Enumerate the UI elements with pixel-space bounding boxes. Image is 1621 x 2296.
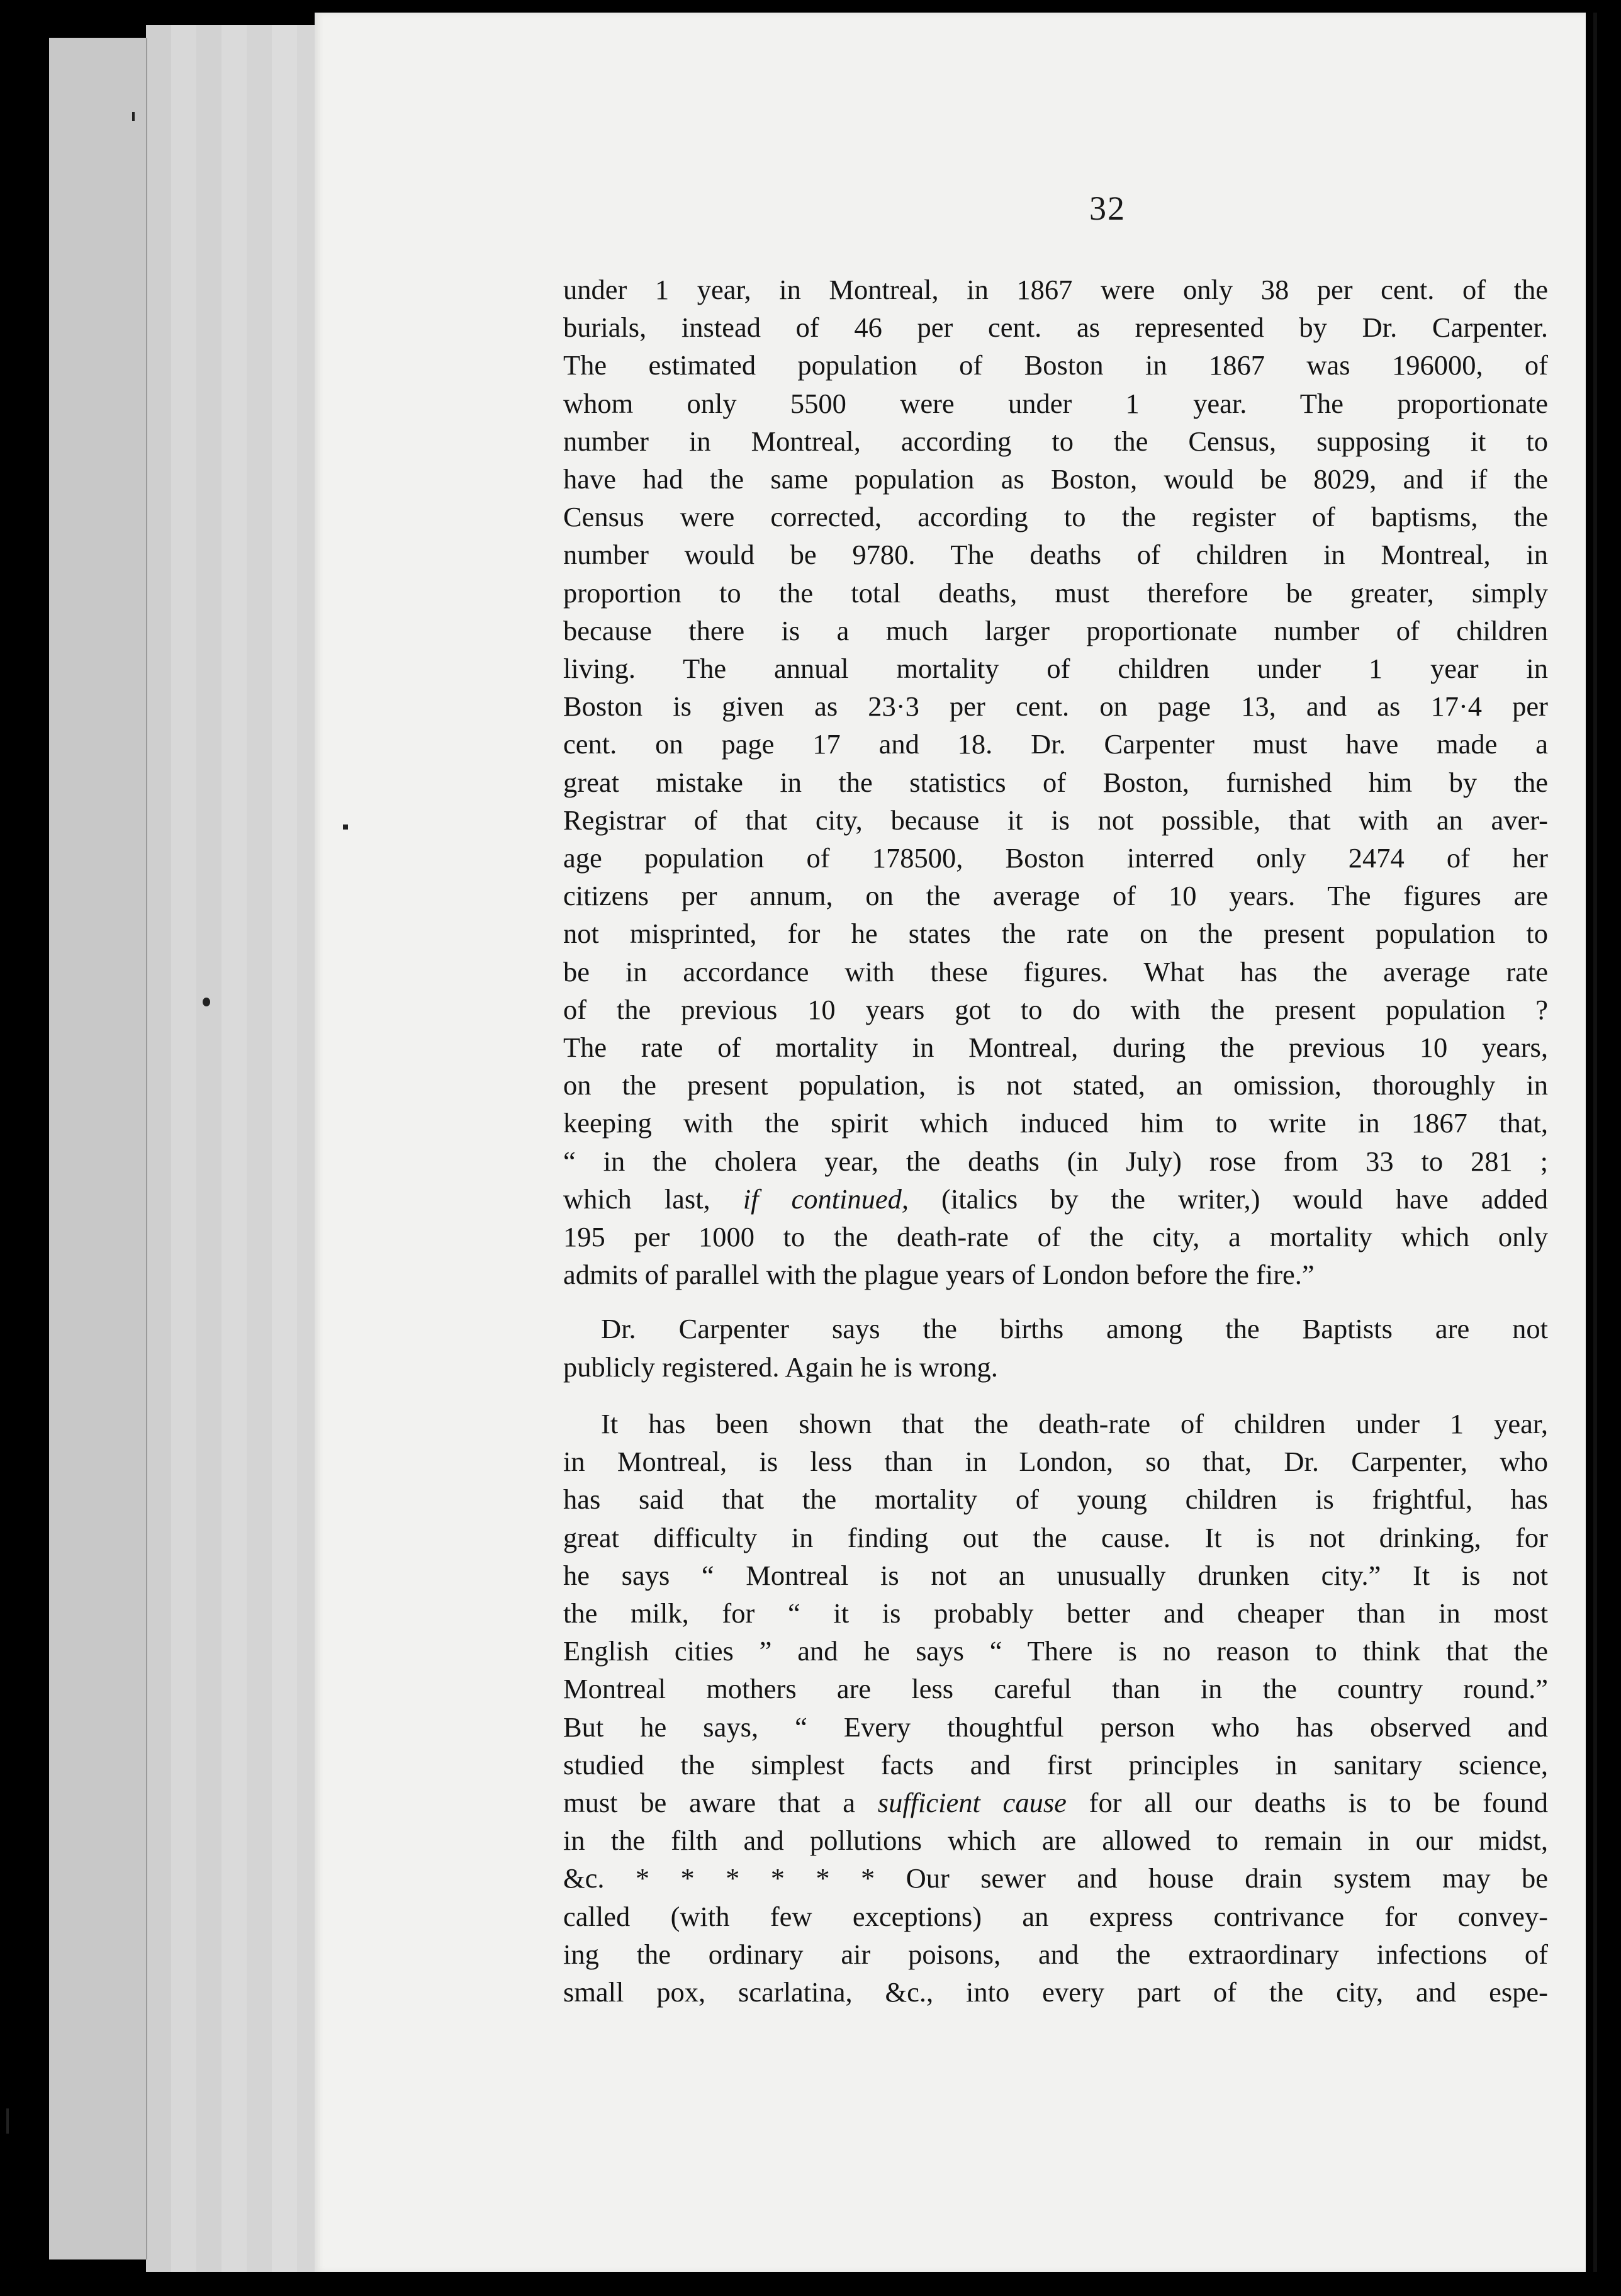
text-line: It has been shown that the death-rate of children under 1 year,: [601, 1407, 1548, 1439]
text-line: whom only 5500 were under 1 year. The proportionate: [563, 387, 1548, 419]
italic-text: if continued,: [743, 1183, 909, 1215]
text-line: 195 per 1000 to the death-rate of the city, a mortality which only: [563, 1221, 1548, 1253]
back-cover-edge: [49, 38, 147, 2259]
text-line: living. The annual mortality of children under 1 year in: [563, 653, 1548, 685]
text-line: have had the same population as Boston, would be 8029, and if the: [563, 463, 1548, 495]
text-fragment: must be aware that a: [563, 1786, 878, 1818]
text-line: The estimated population of Boston in 1867 was 196000, of: [563, 349, 1548, 381]
text-fragment: for all our deaths is to be found: [1089, 1786, 1549, 1818]
text-line: studied the simplest facts and first principles in sanitary science,: [563, 1748, 1548, 1781]
text-line: ing the ordinary air poisons, and the extraordinary infections of: [563, 1938, 1548, 1970]
text-fragment: would have added: [1293, 1183, 1548, 1215]
scan-speck: [343, 824, 348, 830]
text-line: because there is a much larger proportionate number of children: [563, 614, 1548, 646]
page-edge: [146, 25, 172, 2272]
text-line: Census were corrected, according to the register of baptisms, the: [563, 501, 1548, 533]
text-line: small pox, scarlatina, &c., into every part of the city, and espe-: [563, 1976, 1548, 2008]
text-line: under 1 year, in Montreal, in 1867 were only 38 per cent. of the: [563, 274, 1548, 305]
text-line: of the previous 10 years got to do with the present population ?: [563, 993, 1548, 1025]
text-line: has said that the mortality of young children is frightful, has: [563, 1483, 1548, 1516]
scan-speck: [6, 2108, 9, 2134]
page-edge: [272, 25, 298, 2272]
text-line: number in Montreal, according to the Census, supposing it to: [563, 425, 1548, 457]
text-fragment: which last,: [563, 1183, 743, 1215]
paragraph: [563, 1405, 1548, 2011]
page-edge: [222, 25, 248, 2272]
paragraph: [563, 271, 1548, 1293]
page-number: 32: [1089, 189, 1126, 227]
text-line: But he says, “ Every thoughtful person who has observed and: [563, 1711, 1548, 1743]
text-line: he says “ Montreal is not an unusually drunken city.” It is not: [563, 1559, 1548, 1591]
text-line: in Montreal, is less than in London, so that, Dr. Carpenter, who: [563, 1446, 1548, 1478]
text-line: in the filth and pollutions which are allowed to remain in our midst,: [563, 1825, 1548, 1857]
page-border: [1593, 13, 1597, 2272]
scan-speck: [132, 112, 135, 121]
text-line: Boston is given as 23·3 per cent. on page 13, and as 17·4 per: [563, 690, 1548, 723]
text-fragment: (italics by the writer,): [909, 1183, 1293, 1215]
text-line: on the present population, is not stated, an omission, thoroughly in: [563, 1069, 1548, 1101]
page-edge: [196, 25, 223, 2272]
page-edge: [247, 25, 273, 2272]
text-line: number would be 9780. The deaths of children in Montreal, in: [563, 539, 1548, 571]
page-edge: [171, 25, 198, 2272]
scan-speck: [203, 998, 210, 1006]
text-line: burials, instead of 46 per cent. as represented by Dr. Carpenter.: [563, 312, 1548, 344]
text-line: cent. on page 17 and 18. Dr. Carpenter must have made a: [563, 728, 1548, 760]
text-line: great difficulty in finding out the cause. It is not drinking, for: [563, 1521, 1548, 1553]
text-line: [563, 1784, 1548, 1821]
paragraph: [563, 1310, 1548, 1385]
body-text: [563, 271, 1548, 2011]
text-line: keeping with the spirit which induced him to write in 1867 that,: [563, 1107, 1548, 1139]
text-line: Dr. Carpenter says the births among the Baptists are not: [601, 1313, 1548, 1345]
text-line: [563, 1180, 1548, 1218]
text-line: English cities ” and he says “ There is no reason to think that the: [563, 1635, 1548, 1667]
text-line: citizens per annum, on the average of 10 years. The figures are: [563, 880, 1548, 912]
text-line: great mistake in the statistics of Boston, furnished him by the: [563, 766, 1548, 798]
text-line: Registrar of that city, because it is not possible, that with an aver-: [563, 804, 1548, 836]
text-line: the milk, for “ it is probably better and cheaper than in most: [563, 1597, 1548, 1629]
text-line: The rate of mortality in Montreal, during the previous 10 years,: [563, 1032, 1548, 1064]
text-line: proportion to the total deaths, must therefore be greater, simply: [563, 577, 1548, 609]
text-line: not misprinted, for he states the rate on the present population to: [563, 918, 1548, 950]
text-line: age population of 178500, Boston interred only 2474 of her: [563, 842, 1548, 874]
text-line: Montreal mothers are less careful than in the country round.”: [563, 1673, 1548, 1705]
text-line: &c. * * * * * * Our sewer and house drain system may be: [563, 1862, 1548, 1894]
text-line: admits of parallel with the plague years of London before the fire.”: [563, 1259, 1315, 1291]
text-line: “ in the cholera year, the deaths (in July) rose from 33 to 281 ;: [563, 1145, 1548, 1177]
italic-text: sufficient cause: [877, 1786, 1067, 1818]
text-line: publicly registered. Again he is wrong.: [563, 1351, 998, 1383]
text-line: be in accordance with these figures. What has the average rate: [563, 955, 1548, 988]
text-line: called (with few exceptions) an express contrivance for convey-: [563, 1900, 1548, 1932]
